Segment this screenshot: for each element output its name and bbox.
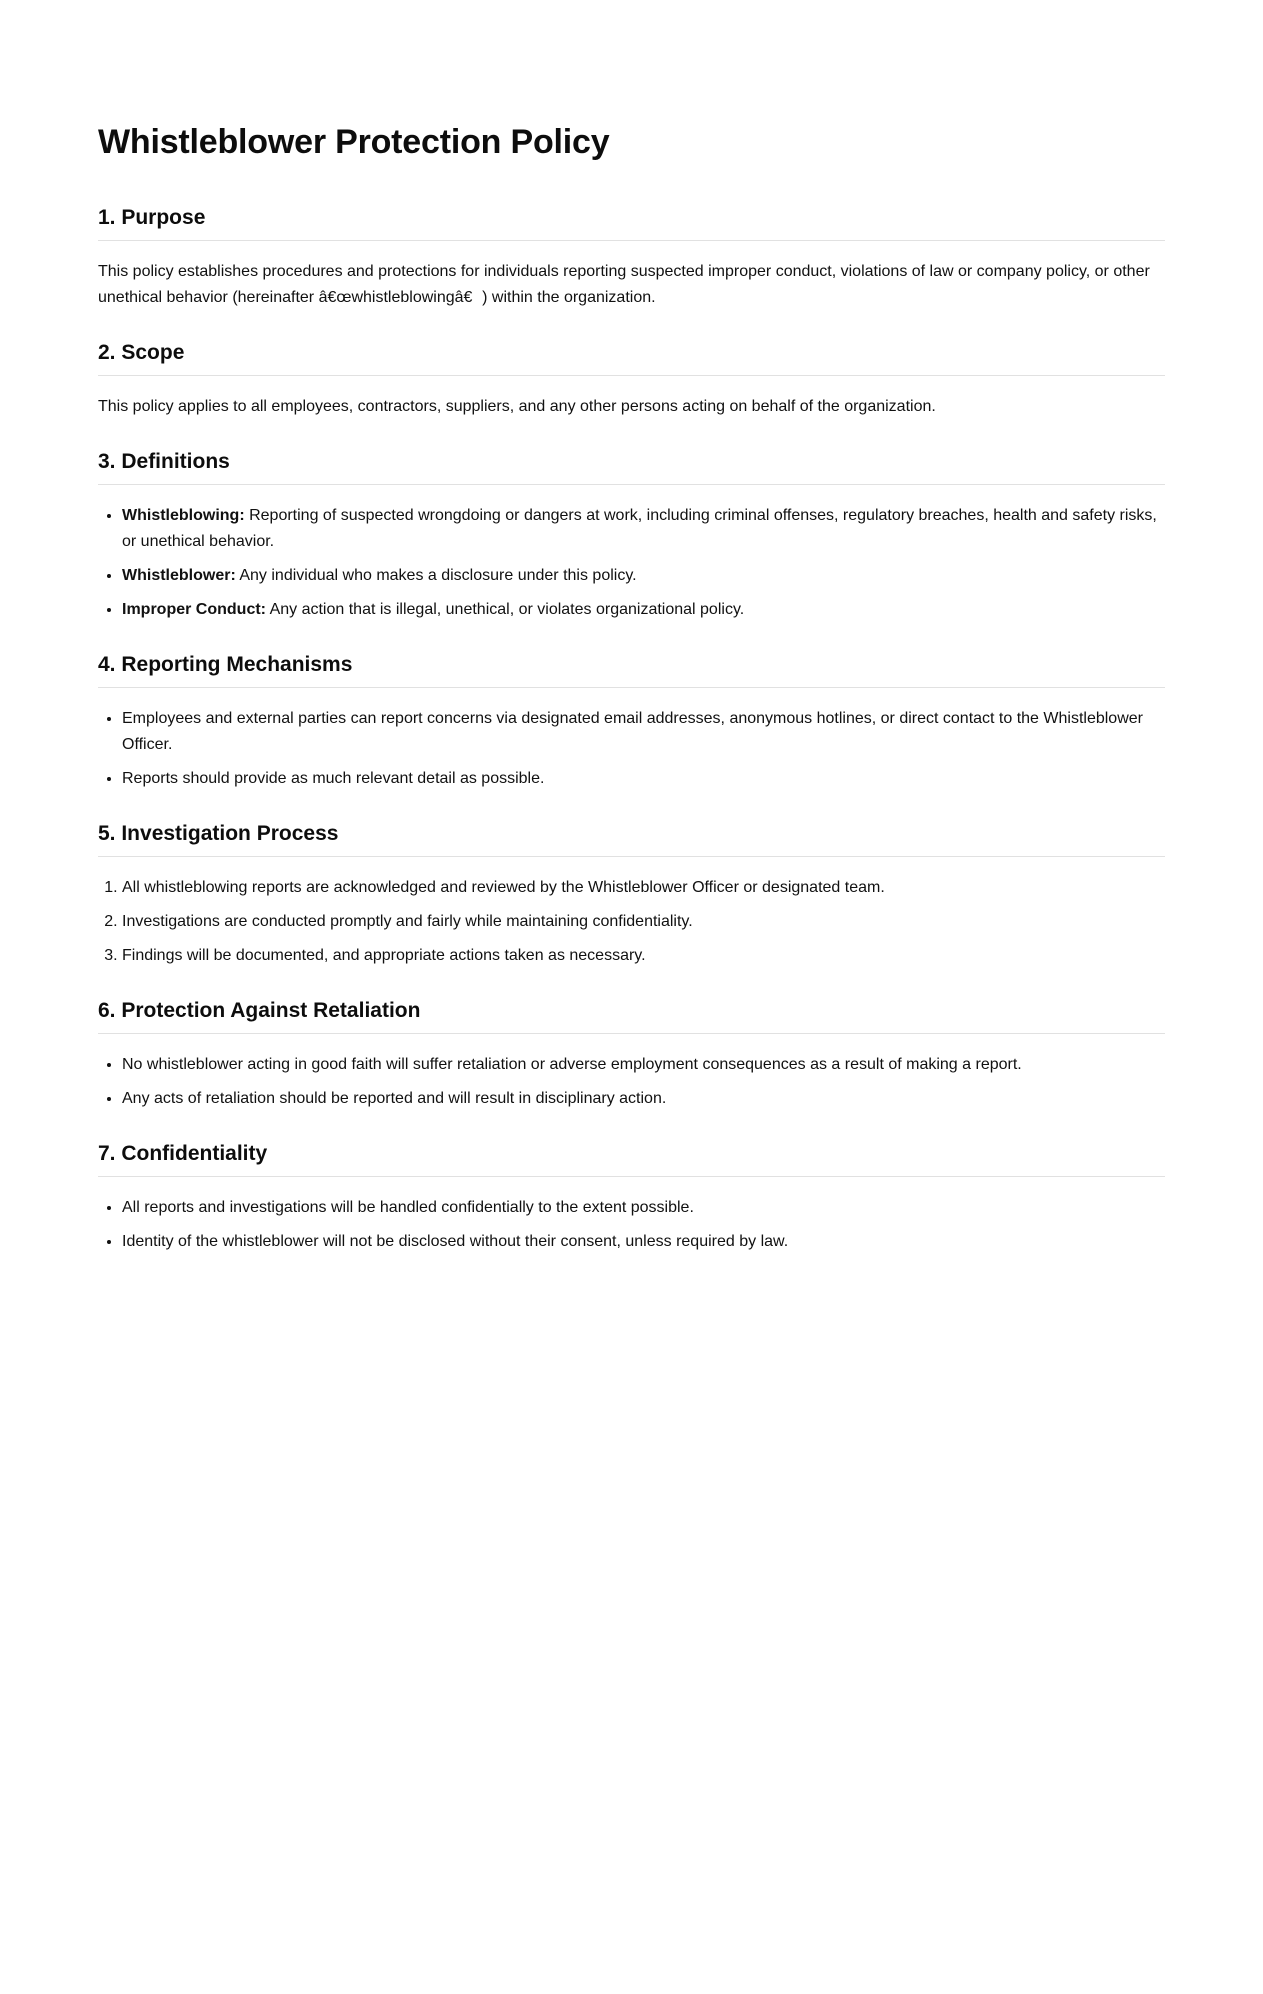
section-heading: 2. Scope bbox=[98, 339, 1165, 376]
protection-list bbox=[98, 1052, 1165, 1112]
section-scope bbox=[98, 339, 1165, 420]
confidentiality-list bbox=[98, 1195, 1165, 1255]
reporting-list bbox=[98, 706, 1165, 792]
definition-text: Any action that is illegal, unethical, or violates organizational policy. bbox=[266, 601, 745, 618]
section-heading: 3. Definitions bbox=[98, 448, 1165, 485]
section-reporting-mechanisms bbox=[98, 651, 1165, 792]
definition-term: Whistleblower: bbox=[122, 567, 236, 584]
list-item bbox=[122, 563, 1165, 589]
list-item bbox=[122, 503, 1165, 555]
section-protection-against-retaliation bbox=[98, 997, 1165, 1112]
section-heading: 1. Purpose bbox=[98, 204, 1165, 241]
section-paragraph: This policy establishes procedures and protections for individuals reporting suspected improper conduct, violations of law or company policy, or other unethical behavior (hereinafter â€œwhistleblowingâ€) within the organization. bbox=[98, 263, 1150, 306]
investigation-list bbox=[98, 875, 1165, 969]
list-item: 1. All whistleblowing reports are acknowledged and reviewed by the Whistleblower Officer or designated team. bbox=[122, 875, 1165, 901]
definition-text: Reporting of suspected wrongdoing or dangers at work, including criminal offenses, regulatory breaches, health and safety risks, or unethical behavior. bbox=[122, 507, 1157, 550]
list-item: • No whistleblower acting in good faith will suffer retaliation or adverse employment consequences as a result of making a report. bbox=[122, 1052, 1165, 1078]
page-title: Whistleblower Protection Policy bbox=[98, 123, 610, 161]
list-item: 2. Investigations are conducted promptly and fairly while maintaining confidentiality. bbox=[122, 909, 1165, 935]
definition-term: Improper Conduct: bbox=[122, 601, 266, 618]
definition-term: Whistleblowing: bbox=[122, 507, 245, 524]
list-item: • Employees and external parties can report concerns via designated email addresses, anonymous hotlines, or direct contact to the Whistleblower Officer. bbox=[122, 706, 1165, 758]
list-item: • All reports and investigations will be handled confidentially to the extent possible. bbox=[122, 1195, 1165, 1221]
section-heading: 5. Investigation Process bbox=[98, 820, 1165, 857]
list-item: • Reports should provide as much relevant detail as possible. bbox=[122, 766, 1165, 792]
section-confidentiality bbox=[98, 1140, 1165, 1255]
definitions-list bbox=[98, 503, 1165, 623]
section-paragraph: This policy applies to all employees, contractors, suppliers, and any other persons acting on behalf of the organization. bbox=[98, 398, 936, 415]
section-definitions bbox=[98, 448, 1165, 623]
list-item bbox=[122, 597, 1165, 623]
section-heading: 6. Protection Against Retaliation bbox=[98, 997, 1165, 1034]
section-heading: 7. Confidentiality bbox=[98, 1140, 1165, 1177]
section-heading: 4. Reporting Mechanisms bbox=[98, 651, 1165, 688]
list-item: 3. Findings will be documented, and appropriate actions taken as necessary. bbox=[122, 943, 1165, 969]
section-investigation-process bbox=[98, 820, 1165, 969]
list-item: • Any acts of retaliation should be reported and will result in disciplinary action. bbox=[122, 1086, 1165, 1112]
list-item: • Identity of the whistleblower will not be disclosed without their consent, unless required by law. bbox=[122, 1229, 1165, 1255]
definition-text: Any individual who makes a disclosure under this policy. bbox=[235, 567, 637, 584]
section-purpose bbox=[98, 204, 1165, 311]
